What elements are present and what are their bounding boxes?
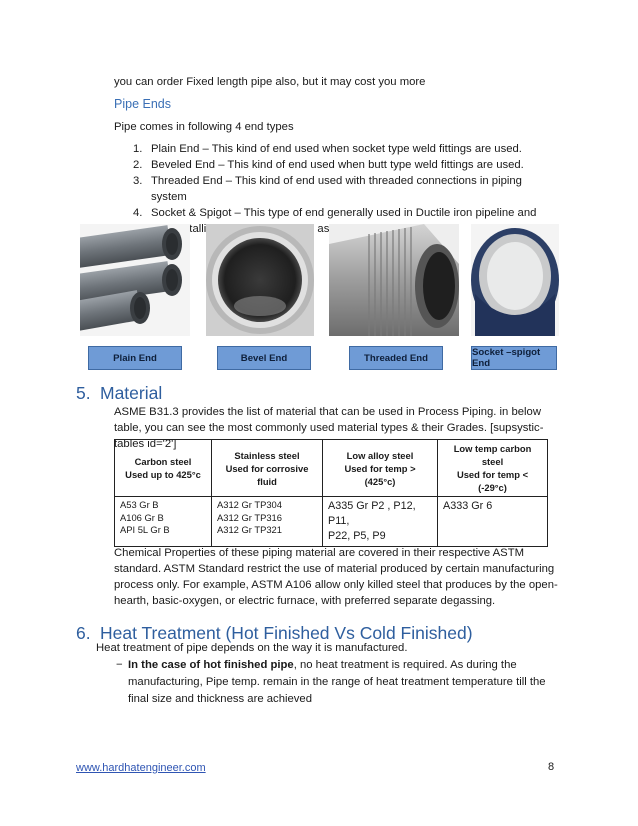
- chemical-properties-paragraph: Chemical Properties of these piping material are covered in their respective ASTM standard. ASTM Standard restrict the use of material produced by certain manufacturing process only. For example, ASTM A106 allow only killed steel that produces by the open-hearth, basic-oxygen, or electric furnace, with preferred separate degassing.: [114, 547, 558, 607]
- section-6-heading: 6. Heat Treatment (Hot Finished Vs Cold Finished): [76, 623, 473, 643]
- page-number: 8: [548, 761, 555, 773]
- intro-line: you can order Fixed length pipe also, but it may cost you more: [114, 76, 426, 88]
- section-5-heading: 5. Material: [76, 383, 163, 403]
- heat-treatment-intro: Heat treatment of pipe depends on the way it is manufactured.: [96, 642, 408, 654]
- bullet-text: , no heat treatment is required. As during the manufacturing, Pipe temp. remain in the range of heat treatment temperature till the final size and thickness are achieved: [128, 659, 546, 705]
- material-table: [114, 439, 548, 547]
- bullet-dash: −: [116, 659, 123, 671]
- table-header-row: [115, 440, 548, 497]
- socket-spigot-photo: [471, 224, 559, 336]
- list-item: 1. Plain End – This kind of end used when socket type weld fittings are used.: [133, 143, 522, 155]
- bullet-bold-lead: In the case of hot finished pipe: [128, 659, 294, 671]
- pipe-ends-heading: Pipe Ends: [114, 97, 171, 111]
- list-item: 2. Beveled End – This kind of end used when butt type weld fittings are used.: [133, 159, 524, 171]
- bevel-end-photo: [206, 224, 314, 336]
- header-carbon-steel: Carbon steel Used up to 425°c: [115, 440, 212, 497]
- header-low-temp-carbon-steel: Low temp carbon steel Used for temp < (-29°c): [438, 440, 548, 497]
- pipe-ends-list: [133, 141, 553, 237]
- cell-carbon-steel-grades: A53 Gr B A106 Gr B API 5L Gr B: [115, 497, 212, 547]
- cell-low-alloy-grades: A335 Gr P2 , P12, P11, P22, P5, P9: [323, 497, 438, 547]
- table-row: [115, 497, 548, 547]
- caption-bevel-end: Bevel End: [217, 346, 311, 370]
- header-low-alloy-steel: Low alloy steel Used for temp > (425°c): [323, 440, 438, 497]
- cell-stainless-steel-grades: A312 Gr TP304 A312 Gr TP316 A312 Gr TP321: [212, 497, 323, 547]
- caption-socket-spigot-end: Socket –spigot End: [471, 346, 557, 370]
- header-stainless-steel: Stainless steel Used for corrosive fluid: [212, 440, 323, 497]
- hot-finished-bullet: [116, 657, 556, 708]
- footer-website-link[interactable]: www.hardhatengineer.com: [76, 762, 206, 774]
- cell-low-temp-grades: A333 Gr 6: [438, 497, 548, 547]
- plain-end-photo: [80, 224, 190, 336]
- pipe-ends-intro: Pipe comes in following 4 end types: [114, 121, 294, 133]
- list-item: 4. Socket & Spigot – This type of end generally used in Ductile iron pipeline and as: [133, 207, 537, 235]
- caption-plain-end: Plain End: [88, 346, 182, 370]
- list-item: 3. Threaded End – This kind of end used with threaded connections in piping system: [133, 175, 522, 203]
- material-intro: ASME B31.3 provides the list of material that can be used in Process Piping. in below table, you can see the most commonly used material types & their Grades. [supsystic-tables id='2']: [114, 406, 544, 450]
- threaded-end-photo: [329, 224, 459, 336]
- caption-threaded-end: Threaded End: [349, 346, 443, 370]
